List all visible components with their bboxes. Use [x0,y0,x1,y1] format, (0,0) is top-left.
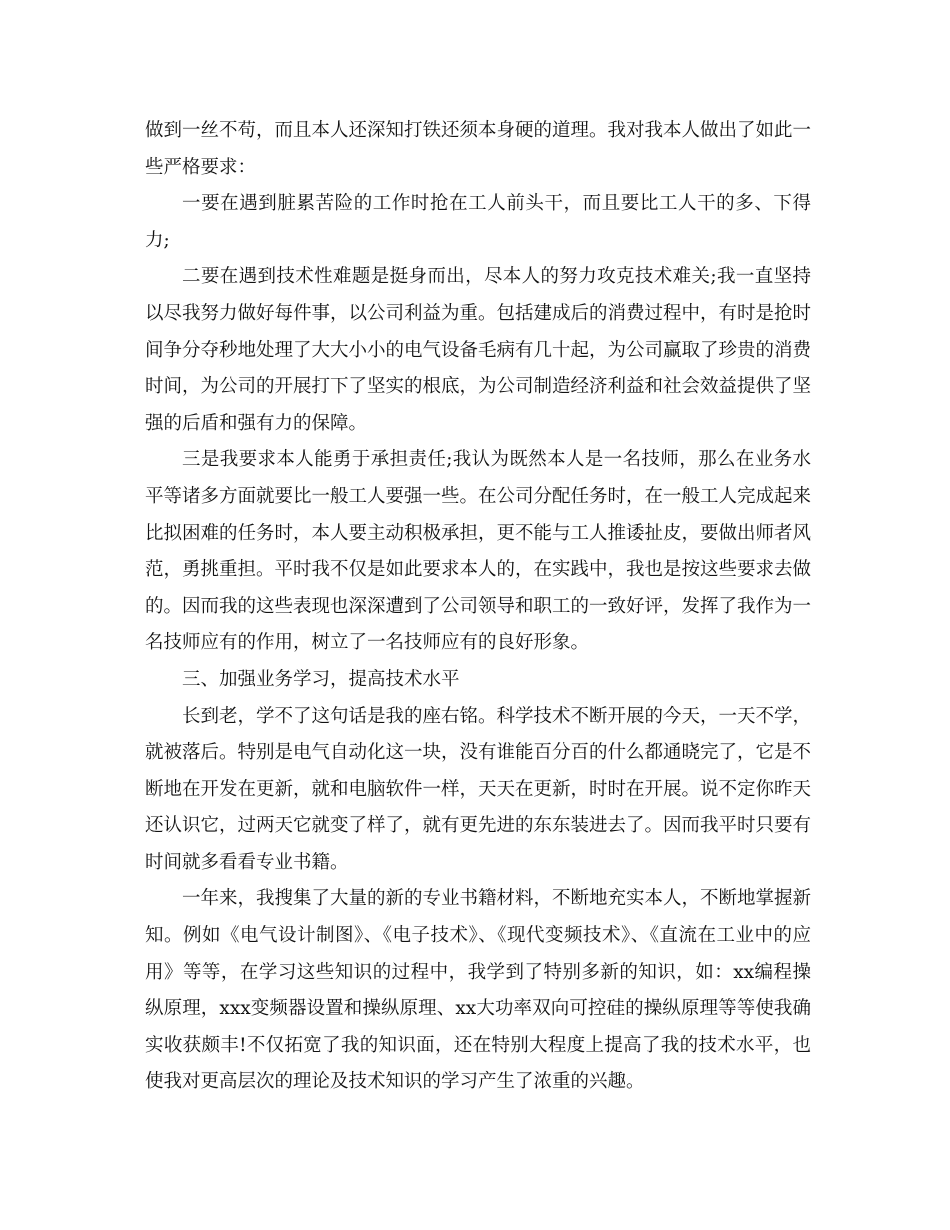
paragraph-learning-motto: 长到老，学不了这句话是我的座右铭。科学技术不断开展的今天，一天不学，就被落后。特别是电气自动化这一块，没有谁能百分百的什么都通晓完了，它是不断地在开发在更新，就和电脑软件一样，天天在更新，时时在开展。说不定你昨天还认识它，过两天它就变了样了，就有更先进的东东装进去了。因而我平时只要有时间就多看看专业书籍。 [145,705,812,873]
paragraph-requirement-three: 三是我要求本人能勇于承担责任;我认为既然本人是一名技师，那么在业务水平等诸多方面就要比一般工人要强一些。在公司分配任务时，在一般工人完成起来比拟困难的任务时，本人要主动积极承担，更不能与工人推诿扯皮，要做出师者风范，勇挑重担。平时我不仅是如此要求本人的，在实践中，我也是按这些要求去做的。因而我的这些表现也深深遭到了公司领导和职工的一致好评，发挥了我作为一名技师应有的作用，树立了一名技师应有的良好形象。 [145,449,812,654]
paragraph-continuation: 做到一丝不苟，而且本人还深知打铁还须本身硬的道理。我对我本人做出了如此一些严格要求： [145,120,812,178]
paragraph-requirement-one: 一要在遇到脏累苦险的工作时抢在工人前头干，而且要比工人干的多、下得力; [145,193,811,251]
paragraph-requirement-two: 二要在遇到技术性难题是挺身而出，尽本人的努力攻克技术难关;我一直坚持以尽我努力做好每件事，以公司利益为重。包括建成后的消费过程中，有时是抢时间争分夺秒地处理了大大小小的电气设备毛病有几十起，为公司赢取了珍贵的消费时间，为公司的开展打下了坚实的根底，为公司制造经济利益和社会效益提供了坚强的后盾和强有力的保障。 [145,266,812,434]
section-heading: 三、加强业务学习，提高技术水平 [182,668,460,690]
paragraph-learning-materials: 一年来，我搜集了大量的新的专业书籍材料，不断地充实本人，不断地掌握新知。例如《电气设计制图》、《电子技术》、《现代变频技术》、《直流在工业中的应用》等等，在学习这些知识的过程中，我学到了特别多新的知识，如：xx编程操纵原理，xxx变频器设置和操纵原理、xx大功率双向可控硅的操纵原理等等使我确实收获颇丰!不仅拓宽了我的知识面，还在特别大程度上提高了我的技术水平，也使我对更高层次的理论及技术知识的学习产生了浓重的兴趣。 [145,888,812,1093]
document-page [145,113,811,1101]
